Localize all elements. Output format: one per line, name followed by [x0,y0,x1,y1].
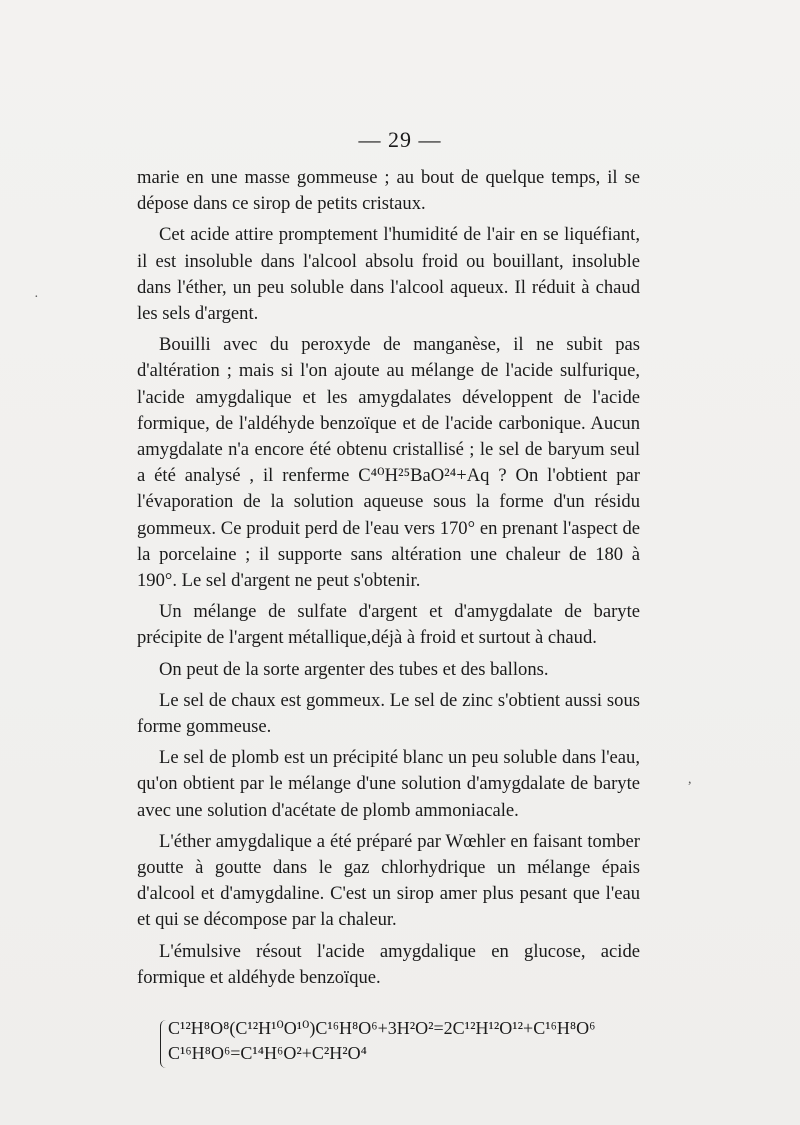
paragraph: Bouilli avec du peroxyde de manganèse, il ne subit pas d'altération ; mais si l'on ajoute au mélange de l'acide sulfurique, l'acide amygdalique et les amygdalates développent de l'acide formique, de l'aldéhyde benzoïque et de l'acide carbonique. Aucun amygdalate n'a encore été obtenu cristallisé ; le sel de baryum seul a été analysé , il renferme C⁴⁰H²⁵BaO²⁴+Aq ? On l'obtient par l'évaporation de la solution aqueuse sous la forme d'un résidu gommeux. Ce produit perd de l'eau vers 170° en prenant l'aspect de la porcelaine ; il supporte sans altération une chaleur de 180 à 190°. Le sel d'argent ne peut s'obtenir. [137,334,640,592]
margin-dot: · [34,290,39,305]
paragraph: marie en une masse gommeuse ; au bout de quelque temps, il se dépose dans ce sirop de petits cristaux. [137,167,640,215]
paragraph: Un mélange de sulfate d'argent et d'amygdalate de baryte précipite de l'argent métallique,déjà à froid et surtout à chaud. [137,601,640,649]
chemical-equations [168,1016,638,1066]
margin-dot: , [688,772,692,787]
paragraph: Cet acide attire promptement l'humidité de l'air en se liquéfiant, il est insoluble dans l'alcool absolu froid ou bouillant, insoluble dans l'éther, un peu soluble dans l'alcool aqueux. Il réduit à chaud les sels d'argent. [137,224,640,325]
paragraph: L'éther amygdalique a été préparé par Wœhler en faisant tomber goutte à goutte dans le gaz chlorhydrique un mélange épais d'alcool et d'amygdaline. C'est un sirop amer plus pesant que l'eau et qui se décompose par la chaleur. [137,830,640,931]
paragraph: Le sel de plomb est un précipité blanc un peu soluble dans l'eau, qu'on obtient par le mélange d'une solution d'amygdalate de baryte avec une solution d'acétate de plomb ammoniacale. [137,747,640,821]
paragraph: On peut de la sorte argenter des tubes et des ballons. [159,658,549,680]
equation-brace [160,1020,167,1068]
equation-line: C¹²H⁸O⁸(C¹²H¹⁰O¹⁰)C¹⁶H⁸O⁶+3H²O²=2C¹²H¹²O¹²+C¹⁶H⁸O⁶ [168,1018,596,1038]
paragraph: L'émulsive résout l'acide amygdalique en glucose, acide formique et aldéhyde benzoïque. [137,940,640,988]
equation-line: C¹⁶H⁸O⁶=C¹⁴H⁶O²+C²H²O⁴ [168,1043,367,1063]
body-text [137,165,640,996]
paragraph: Le sel de chaux est gommeux. Le sel de zinc s'obtient aussi sous forme gommeuse. [137,689,640,738]
page-number: — 29 — [358,127,442,152]
